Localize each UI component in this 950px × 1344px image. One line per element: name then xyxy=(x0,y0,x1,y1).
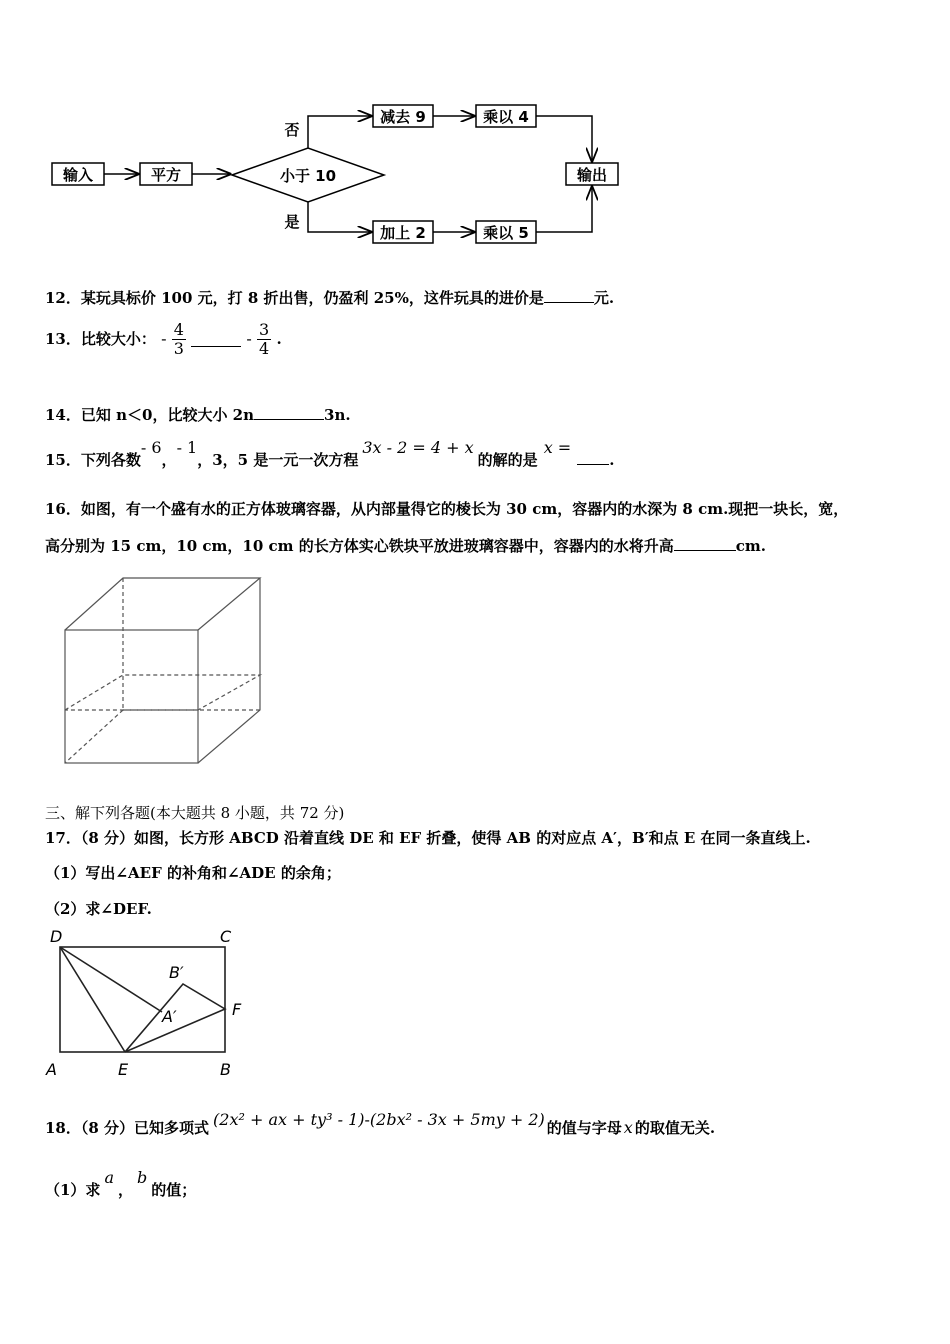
answer-blank[interactable] xyxy=(254,405,324,420)
output-label: 输出 xyxy=(576,166,608,184)
question-15: 15．下列各数- 6，- 1，3，5 是一元一次方程3x - 2 = 4 + x的解的是x =. xyxy=(45,438,615,469)
question-12: 12．某玩具标价 100 元，打 8 折出售，仍盈利 25%，这件玩具的进价是 元. xyxy=(45,289,615,307)
label-c: C xyxy=(220,927,232,946)
input-label: 输入 xyxy=(62,166,94,184)
cube-right-edges xyxy=(198,578,260,763)
answer-blank[interactable] xyxy=(544,288,594,303)
equation: 3x - 2 = 4 + x xyxy=(362,438,474,457)
square-label: 平方 xyxy=(150,166,182,184)
condition-label: 小于 10 xyxy=(279,167,337,185)
question-17-part1: （1）写出∠AEF 的补角和∠ADE 的余角； xyxy=(45,864,341,882)
question-17-part2: （2）求∠DEF. xyxy=(45,900,152,918)
question-17: 17．（8 分）如图，长方形 ABCD 沿着直线 DE 和 EF 折叠，使得 AB 的对应点 A′，B′和点 E 在同一条直线上. xyxy=(45,829,811,847)
yes-label: 是 xyxy=(284,213,300,231)
minus9-label: 减去 9 xyxy=(380,108,426,126)
question-13: 13．比较大小： - $\frac{4}{3}$ - $\frac{3}{4}$ . xyxy=(45,319,282,358)
question-18: 18．（8 分）已知多项式 (2x² + ax + ty³ - 1)-(2bx² - 3x + 5my + 2) 的值与字母 x 的取值无关. xyxy=(45,1110,716,1137)
fraction-neg-3-4: $\frac{3}{4}$ xyxy=(259,319,270,358)
label-d: D xyxy=(50,927,63,946)
question-16-line1: 16．如图，有一个盛有水的正方体玻璃容器，从内部量得它的棱长为 30 cm，容器内的水深为 8 cm.现把一块长，宽， xyxy=(45,500,849,518)
answer-blank[interactable] xyxy=(191,332,241,347)
label-b-prime: B′ xyxy=(169,963,184,982)
rectangle-fold-figure xyxy=(40,922,270,1084)
polynomial-2: (2bx² - 3x + 5my + 2) xyxy=(369,1110,545,1129)
section-3-header: 三、解下列各题(本大题共 8 小题，共 72 分) xyxy=(45,804,345,822)
times4-label: 乘以 4 xyxy=(483,108,529,126)
flowchart xyxy=(40,95,640,255)
line-da-prime xyxy=(60,947,162,1012)
question-18-part1: （1）求a，b的值； xyxy=(45,1168,197,1199)
question-16-line2: 高分别为 15 cm，10 cm，10 cm 的长方体实心铁块平放进玻璃容器中，容器内的水将升高 cm. xyxy=(45,537,766,555)
polynomial-1: (2x² + ax + ty³ - 1) xyxy=(213,1110,365,1129)
no-label: 否 xyxy=(284,121,300,139)
times5-label: 乘以 5 xyxy=(483,224,529,242)
cube-top-face xyxy=(65,578,260,630)
fraction-neg-4-3: $\frac{4}{3}$ xyxy=(173,319,184,358)
answer-blank[interactable] xyxy=(674,536,736,551)
label-a-prime: A′ xyxy=(162,1007,177,1026)
answer-blank[interactable] xyxy=(577,450,609,465)
question-14: 14．已知 n＜0，比较大小 2n 3n. xyxy=(45,406,351,424)
line-de xyxy=(60,947,125,1052)
cube-front-face xyxy=(65,630,198,763)
label-e: E xyxy=(118,1060,129,1079)
label-b: B xyxy=(220,1060,231,1079)
label-a: A xyxy=(46,1060,57,1079)
cube-figure xyxy=(55,570,275,770)
label-f: F xyxy=(232,1000,242,1019)
plus2-label: 加上 2 xyxy=(380,224,426,242)
